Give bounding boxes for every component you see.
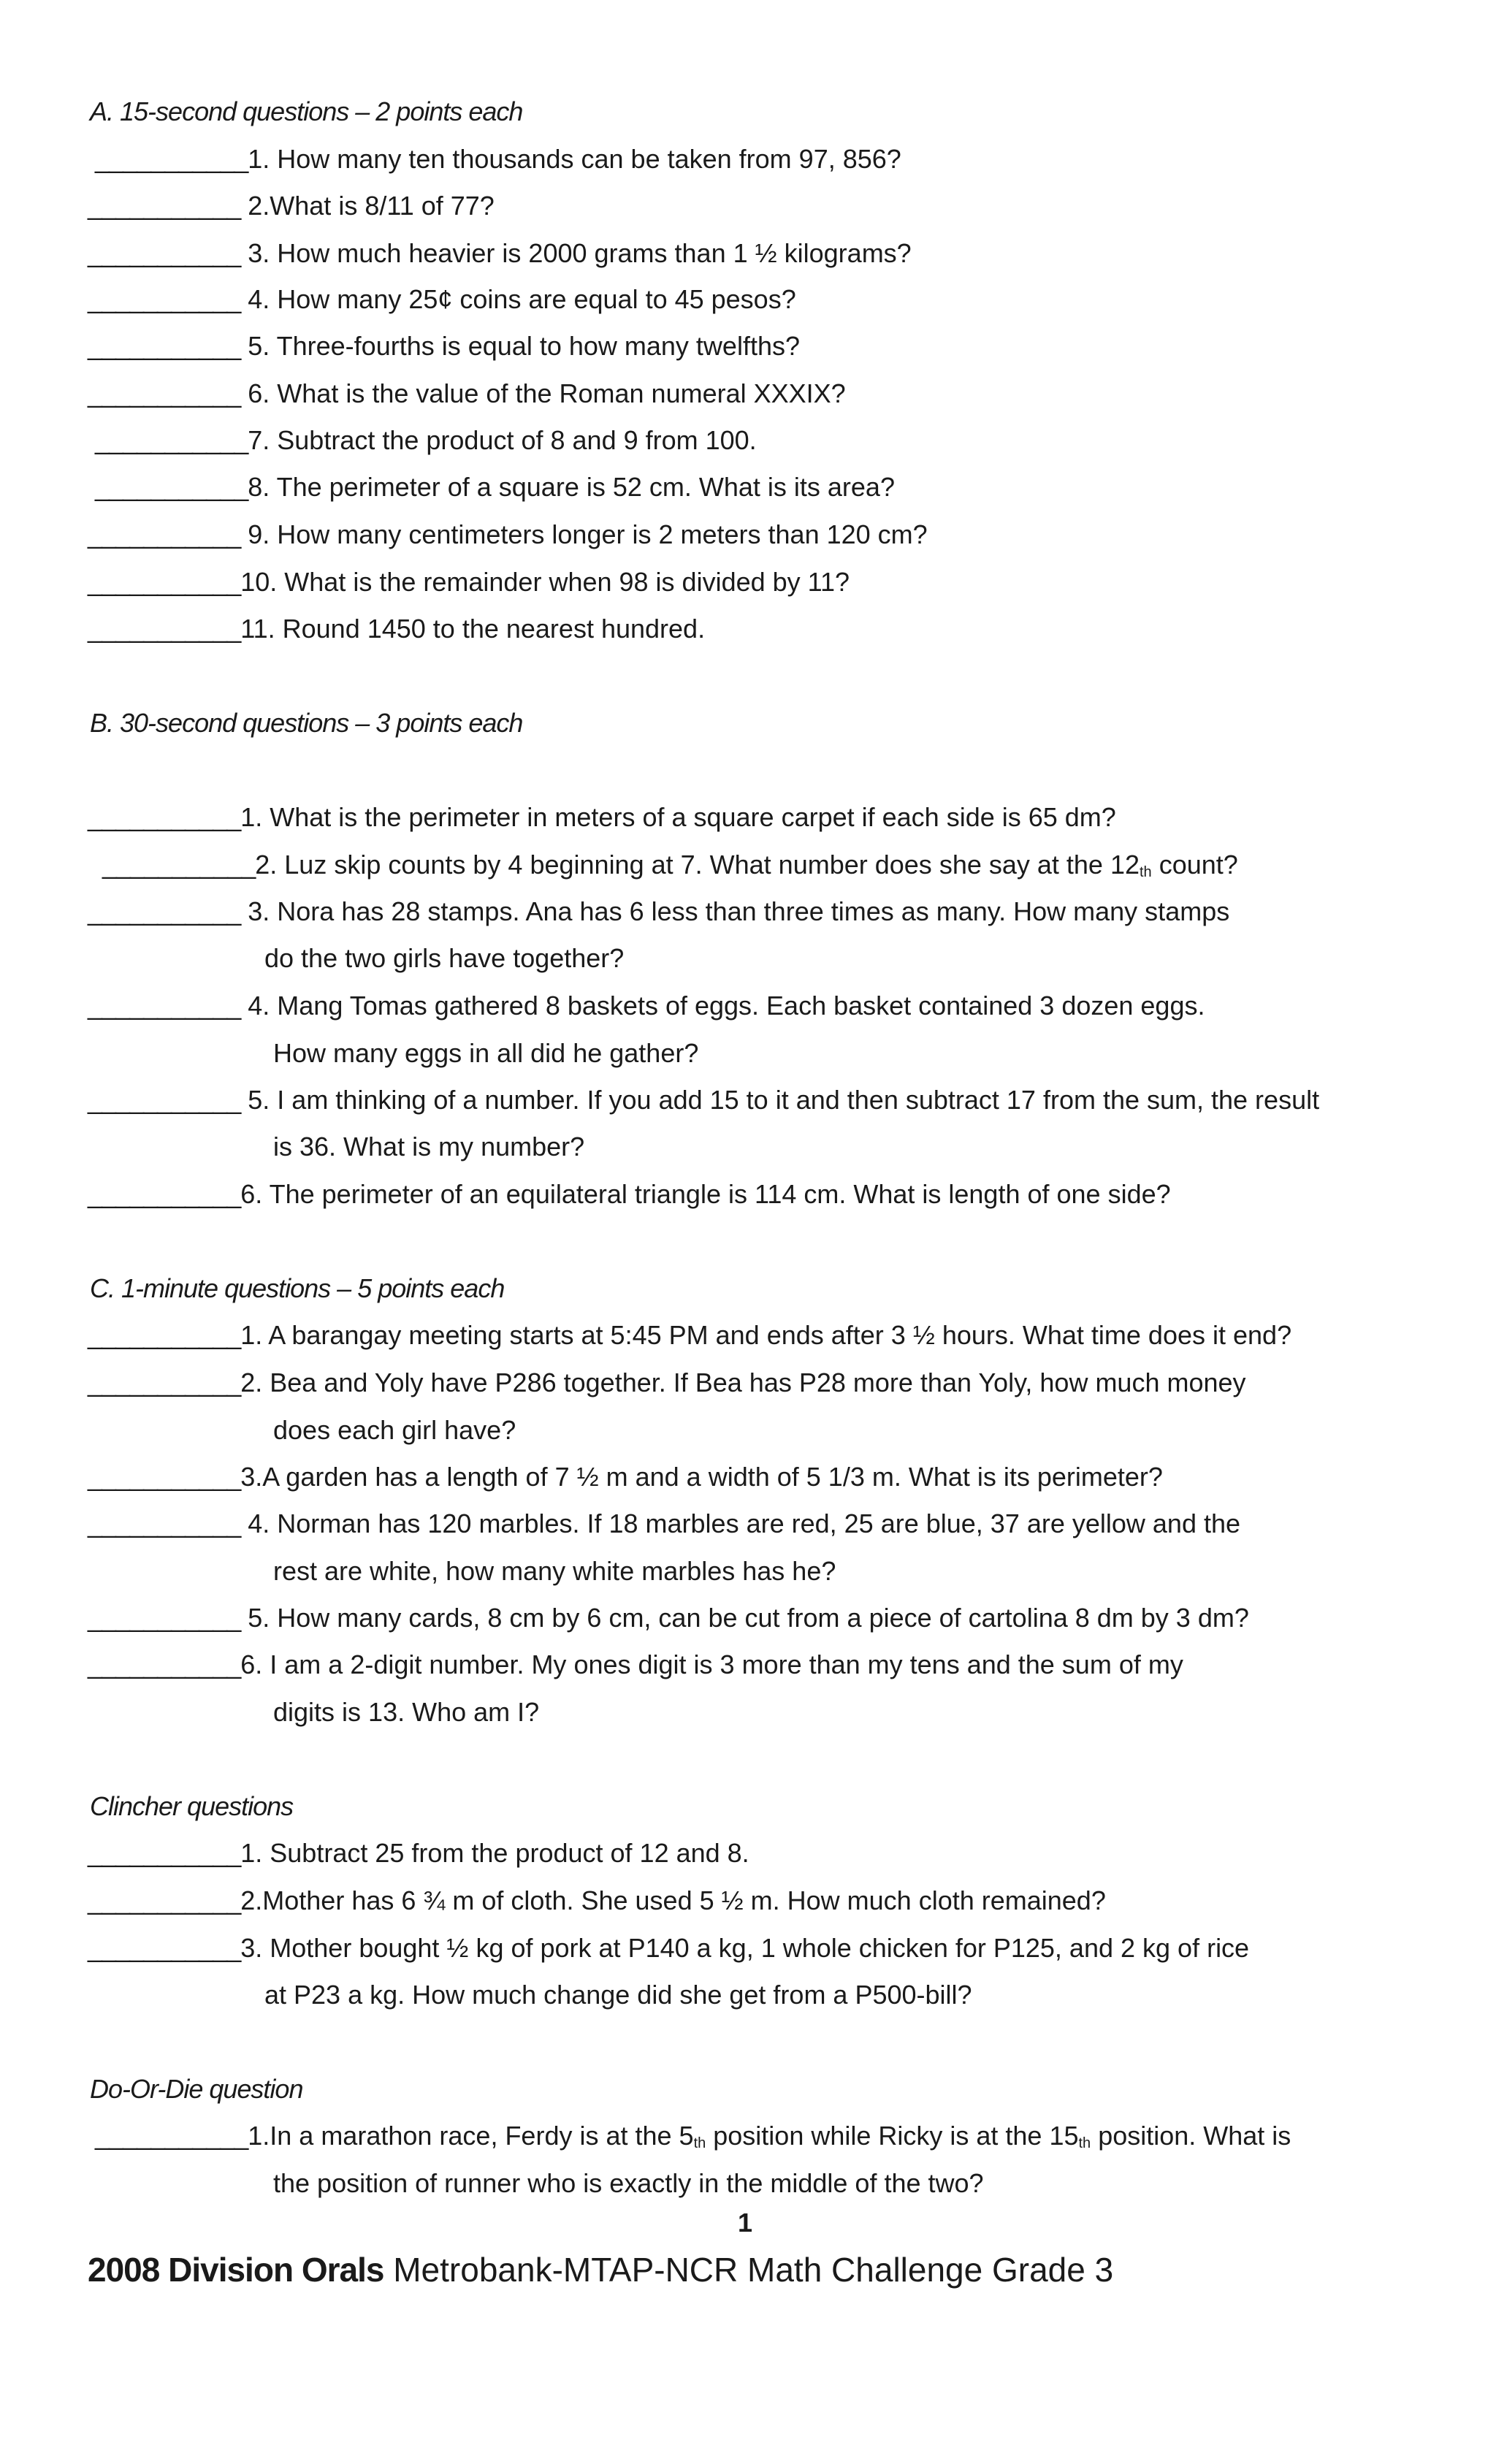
answer-blank: ___________ (95, 2121, 248, 2151)
question-b5-continued: is 36. What is my number? (273, 1132, 585, 1162)
question-c5 (88, 1603, 1249, 1633)
answer-blank: ___________ (88, 614, 241, 644)
answer-blank: ___________ (88, 567, 241, 597)
question-a5 (88, 331, 800, 362)
answer-blank: ___________ (102, 850, 256, 880)
question-text: 3. Nora has 28 stamps. Ana has 6 less than three times as many. How many stamps (248, 896, 1230, 926)
question-a4 (88, 284, 796, 315)
answer-blank: ___________ (88, 1368, 241, 1397)
question-text: 4. How many 25¢ coins are equal to 45 pesos? (248, 284, 796, 314)
answer-blank: ___________ (88, 802, 241, 832)
answer-blank: ___________ (95, 425, 248, 455)
question-text: 6. I am a 2-digit number. My ones digit is 3 more than my tens and the sum of my (240, 1649, 1183, 1679)
question-text: 1. How many ten thousands can be taken from 97, 856? (248, 144, 901, 174)
question-c6 (88, 1649, 1183, 1680)
question-c2 (88, 1368, 1246, 1398)
answer-blank: ___________ (88, 1320, 241, 1350)
clincher-title: Clincher questions (90, 1791, 294, 1821)
answer-blank: ___________ (88, 1603, 241, 1633)
question-clincher3-continued: at P23 a kg. How much change did she get from a P500-bill? (264, 1980, 972, 2010)
question-text: 6. The perimeter of an equilateral triangle is 114 cm. What is length of one side? (240, 1179, 1171, 1209)
question-text: 7. Subtract the product of 8 and 9 from 100. (248, 425, 757, 455)
question-b3-continued: do the two girls have together? (264, 943, 625, 973)
ordinal-suffix: th (693, 2135, 706, 2151)
answer-blank: ___________ (88, 1885, 241, 1915)
question-a9 (88, 519, 928, 550)
question-clincher2 (88, 1885, 1106, 1916)
question-text: 5. How many cards, 8 cm by 6 cm, can be cut from a piece of cartolina 8 dm by 3 dm? (248, 1603, 1249, 1633)
page-number: 1 (738, 2208, 753, 2238)
answer-blank: ___________ (88, 1838, 241, 1868)
question-a10 (88, 567, 850, 598)
question-clincher1 (88, 1838, 749, 1869)
question-text: 8. The perimeter of a square is 52 cm. What is its area? (248, 472, 895, 502)
section-b-title: B. 30-second questions – 3 points each (90, 708, 523, 738)
question-text-end: position. What is (1091, 2121, 1291, 2151)
question-b5 (88, 1085, 1319, 1115)
question-text: 5. Three-fourths is equal to how many twelfths? (248, 331, 800, 361)
footer-contest: Metrobank-MTAP-NCR Math Challenge Grade 3 (383, 2251, 1114, 2289)
question-clincher3 (88, 1933, 1249, 1964)
question-text: 6. What is the value of the Roman numeral XXXIX? (248, 378, 846, 408)
answer-blank: ___________ (88, 1085, 241, 1115)
question-b4 (88, 991, 1205, 1021)
question-text-end: count? (1151, 850, 1238, 880)
section-c-title: C. 1-minute questions – 5 points each (90, 1273, 505, 1303)
question-a6 (88, 378, 846, 409)
answer-blank: ___________ (88, 284, 241, 314)
answer-blank: ___________ (88, 991, 241, 1021)
question-c6-continued: digits is 13. Who am I? (273, 1697, 540, 1727)
question-a2 (88, 191, 495, 221)
question-a11 (88, 614, 705, 644)
answer-blank: ___________ (95, 144, 248, 174)
question-text: 3.A garden has a length of 7 ½ m and a width of 5 1/3 m. What is its perimeter? (240, 1462, 1163, 1492)
question-do-or-die1-continued: the position of runner who is exactly in the middle of the two? (273, 2168, 984, 2198)
question-text: 11. Round 1450 to the nearest hundred. (240, 614, 706, 644)
question-text: 1. What is the perimeter in meters of a square carpet if each side is 65 dm? (240, 802, 1116, 832)
question-text: 2. Luz skip counts by 4 beginning at 7. What number does she say at the 12 (255, 850, 1140, 880)
question-text: 1. Subtract 25 from the product of 12 and 8. (240, 1838, 749, 1868)
answer-blank: ___________ (95, 472, 248, 502)
question-text: 4. Mang Tomas gathered 8 baskets of eggs. Each basket contained 3 dozen eggs. (248, 991, 1205, 1021)
question-text: 3. Mother bought ½ kg of pork at P140 a kg, 1 whole chicken for P125, and 2 kg of rice (240, 1933, 1250, 1963)
question-text: 1. A barangay meeting starts at 5:45 PM and ends after 3 ½ hours. What time does it end? (240, 1320, 1292, 1350)
do-or-die-title: Do-Or-Die question (90, 2074, 303, 2104)
question-b1 (88, 802, 1116, 833)
question-a1 (95, 144, 901, 175)
answer-blank: ___________ (88, 1933, 241, 1963)
question-text: 9. How many centimeters longer is 2 meters than 120 cm? (248, 519, 928, 549)
question-text: 10. What is the remainder when 98 is divided by 11? (240, 567, 850, 597)
question-text: 1.In a marathon race, Ferdy is at the 5 (248, 2121, 694, 2151)
question-text: 2.Mother has 6 ¾ m of cloth. She used 5 ½ m. How much cloth remained? (240, 1885, 1106, 1915)
answer-blank: ___________ (88, 1649, 241, 1679)
question-b3 (88, 896, 1229, 927)
question-b4-continued: How many eggs in all did he gather? (273, 1038, 699, 1068)
answer-blank: ___________ (88, 519, 241, 549)
question-text: 2.What is 8/11 of 77? (248, 191, 495, 221)
answer-blank: ___________ (88, 1508, 241, 1538)
question-c4-continued: rest are white, how many white marbles has he? (273, 1556, 836, 1586)
answer-blank: ___________ (88, 378, 241, 408)
answer-blank: ___________ (88, 896, 241, 926)
question-b6 (88, 1179, 1171, 1210)
answer-blank: ___________ (88, 1462, 241, 1492)
question-text: 3. How much heavier is 2000 grams than 1 ½ kilograms? (248, 238, 912, 268)
question-do-or-die1 (95, 2121, 1291, 2152)
question-a7 (95, 425, 757, 456)
answer-blank: ___________ (88, 1179, 241, 1209)
section-a-title: A. 15-second questions – 2 points each (90, 96, 523, 126)
question-text: 2. Bea and Yoly have P286 together. If Bea has P28 more than Yoly, how much money (240, 1368, 1246, 1397)
question-c3 (88, 1462, 1163, 1492)
question-c2-continued: does each girl have? (273, 1415, 516, 1445)
question-a8 (95, 472, 895, 503)
question-a3 (88, 238, 912, 269)
footer (88, 2250, 1113, 2289)
question-c1 (88, 1320, 1291, 1351)
question-b2 (102, 850, 1238, 881)
question-c4 (88, 1508, 1240, 1539)
question-text: 5. I am thinking of a number. If you add 15 to it and then subtract 17 from the sum, the result (248, 1085, 1320, 1115)
question-text-mid: position while Ricky is at the 15 (706, 2121, 1079, 2151)
question-text: 4. Norman has 120 marbles. If 18 marbles are red, 25 are blue, 37 are yellow and the (248, 1508, 1241, 1538)
answer-blank: ___________ (88, 331, 241, 361)
ordinal-suffix: th (1078, 2135, 1091, 2151)
answer-blank: ___________ (88, 238, 241, 268)
ordinal-suffix: th (1140, 864, 1152, 880)
answer-blank: ___________ (88, 191, 241, 221)
footer-event: 2008 Division Orals (88, 2251, 384, 2289)
